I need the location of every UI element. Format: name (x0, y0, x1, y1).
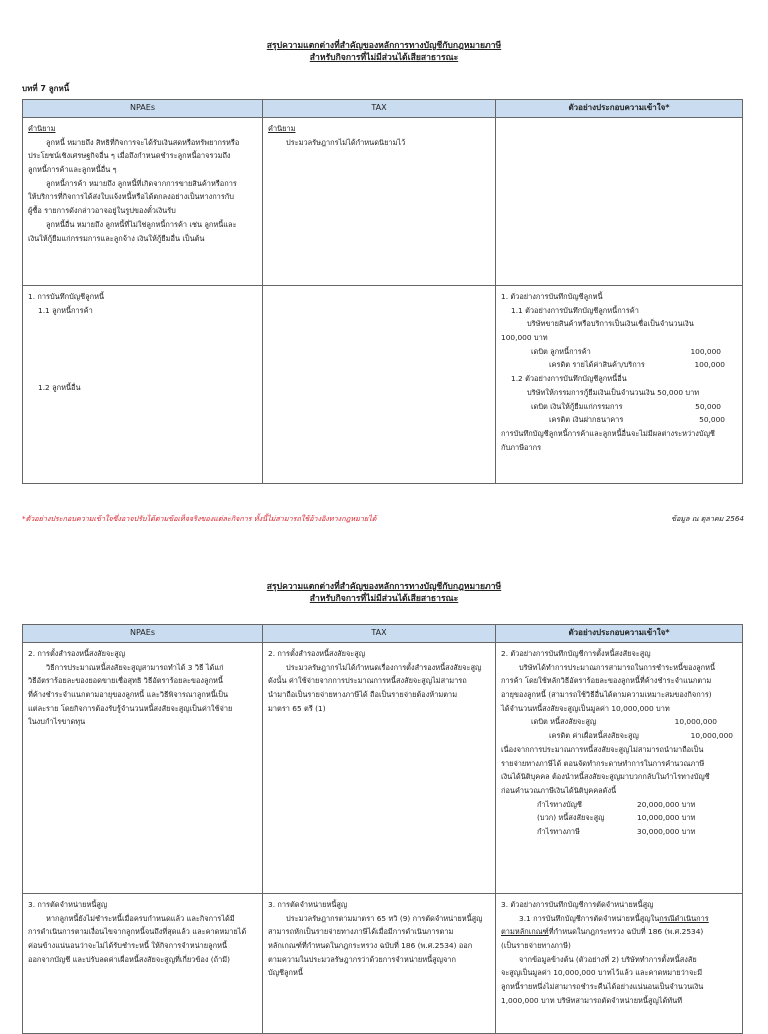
example-sub-prefix: 3.1 การบันทึกบัญชีการตัดจำหน่ายหนี้สูญใน (519, 913, 660, 923)
journal-credit-line (501, 358, 737, 372)
table-header-row (23, 100, 743, 118)
definition-line: ลูกหนี้อื่น หมายถึง ลูกหนี้ที่ไม่ใช่ลูกหนี้การค้า เช่น ลูกหนี้และ (46, 219, 237, 229)
example-sub-underline: ตามหลักเกณฑ์ (501, 927, 549, 937)
cell-example-writeoff (496, 894, 743, 1034)
journal-credit-line (501, 729, 737, 743)
journal-label: เครดิต ค่าเผื่อหนี้สงสัยจะสูญ (549, 731, 639, 741)
definition-line: ผู้ซื้อ รายการดังกล่าวอาจอยู่ในรูปของตั๋วเงินรับ (28, 206, 176, 216)
cell-npaes-recording (23, 286, 263, 484)
example-text: บริษัทให้กรรมการกู้ยืมเงินเป็นจำนวนเงิน 50,000 บาท (527, 387, 700, 397)
cell-npaes-allowance (23, 643, 263, 894)
cell-tax-definition (263, 118, 496, 286)
journal-debit-line (501, 715, 737, 729)
cell-tax-allowance (263, 643, 496, 894)
definition-line: ให้บริการที่กิจการได้ส่งใบแจ้งหนี้หรือได้ตกลงอย่างเป็นทางการกับ (28, 192, 234, 202)
definition-line: ประโยชน์เชิงเศรษฐกิจอื่น ๆ เมื่อถึงกำหนดชำระลูกหนี้อาจรวมถึง (28, 151, 231, 161)
tax-writeoff-line: บัญชีลูกหนี้ (268, 968, 303, 978)
example-line: การค้า โดยใช้หลักวิธีอัตราร้อยละของลูกหนี้ที่ค้างชำระจำแนกตาม (501, 676, 712, 686)
example-line: บริษัทได้ทำการประมาณการสามารถในการชำระหนี้ของลูกหนี้ (519, 662, 716, 672)
journal-amount: 100,000 (694, 360, 725, 370)
journal-amount: 50,000 (699, 415, 725, 425)
calc-label: กำไรทางบัญชี (537, 799, 582, 809)
journal-amount: 10,000,000 (690, 731, 733, 741)
table-row-definition (23, 118, 743, 286)
tax-allowance-line: ประมวลรัษฎากรไม่ได้กำหนดเรื่องการตั้งสำรองหนี้สงสัยจะสูญ (286, 662, 482, 672)
recording-title: 1. การบันทึกบัญชีลูกหนี้ (28, 292, 105, 301)
definition-line: ลูกหนี้ หมายถึง สิทธิที่กิจการจะได้รับเงินสดหรือทรัพยากรหรือ (46, 137, 240, 147)
writeoff-line: การดำเนินการตามเงื่อนไขจากลูกหนี้จนถึงที่สุดแล้ว และคาดหมายได้ (28, 927, 247, 937)
tax-allowance-line: นำมาถือเป็นรายจ่ายทางภาษีได้ ถือเป็นรายจ่ายต้องห้ามตาม (268, 690, 458, 700)
example-text: บริษัทขายสินค้าหรือบริการเป็นเงินเชื่อเป็นจำนวนเงิน (527, 319, 694, 329)
footer-date: ข้อมูล ณ ตุลาคม 2564 (671, 514, 744, 523)
journal-label: เดบิต ลูกหนี้การค้า (531, 346, 591, 356)
journal-amount: 100,000 (690, 346, 721, 356)
table-row-allowance (23, 643, 743, 894)
calc-row (501, 811, 737, 825)
writeoff-line: หากลูกหนี้ยังไม่ชำระหนี้เมื่อครบกำหนดแล้ว และกิจการได้มี (46, 913, 235, 923)
header-tax: TAX (263, 625, 496, 643)
calc-label: กำไรทางภาษี (537, 826, 580, 836)
comparison-table-2 (22, 624, 743, 1034)
example-sub-other: 1.2 ตัวอย่างการบันทึกบัญชีลูกหนี้อื่น (511, 374, 627, 384)
page-title (0, 40, 768, 65)
example-line: อายุของลูกหนี้ (สามารถใช้วิธีอื่นได้ตามความเหมาะสมของกิจการ) (501, 690, 712, 700)
example-line: รายจ่ายทางภาษีได้ ตอนจัดทำกระดาษทำการในการคำนวณภาษี (501, 758, 705, 768)
example-sub-trade: 1.1 ตัวอย่างการบันทึกบัญชีลูกหนี้การค้า (511, 305, 639, 315)
example-line: (เป็นรายจ่ายทางภาษี) (501, 941, 571, 951)
example-writeoff-title: 3. ตัวอย่างการบันทึกบัญชีการตัดจำหน่ายหนี้สูญ (501, 900, 654, 909)
example-text: 100,000 บาท (501, 333, 548, 343)
example-sub-rest: ที่กำหนดในกฎกระทรวง ฉบับที่ 186 (พ.ศ.2534) (548, 927, 704, 937)
calc-value: 10,000,000 บาท (637, 813, 696, 823)
title-line-1: สรุปความแตกต่างที่สำคัญของหลักการทางบัญชีกับกฎหมายภาษี (266, 582, 502, 592)
journal-label: เครดิต เงินฝากธนาคาร (549, 415, 624, 425)
header-example: ตัวอย่างประกอบความเข้าใจ* (496, 625, 743, 643)
cell-tax-writeoff (263, 894, 496, 1034)
recording-sub-other: 1.2 ลูกหนี้อื่น (38, 383, 81, 393)
tax-allowance-title: 2. การตั้งสำรองหนี้สงสัยจะสูญ (268, 649, 366, 658)
page-title-2 (0, 581, 768, 606)
calc-row (501, 825, 737, 839)
definition-line: ลูกหนี้การค้าและลูกหนี้อื่น ๆ (28, 165, 117, 175)
example-line: จะสูญเป็นมูลค่า 10,000,000 บาทไว้แล้ว และคาดหมายว่าจะมี (501, 968, 703, 978)
tax-writeoff-line: หลักเกณฑ์ที่กำหนดในกฎกระทรวง ฉบับที่ 186 (พ.ศ.2534) ออก (268, 941, 473, 951)
header-tax: TAX (263, 100, 496, 118)
title-line-2: สำหรับกิจการที่ไม่มีส่วนได้เสียสาธารณะ (309, 53, 459, 64)
title-line-2: สำหรับกิจการที่ไม่มีส่วนได้เสียสาธารณะ (309, 594, 459, 605)
journal-debit-line (501, 345, 737, 359)
table-header-row (23, 625, 743, 643)
example-line: เงินได้นิติบุคคล ต้องนำหนี้สงสัยจะสูญมาบวกกลับในกำไรทางบัญชี (501, 772, 710, 782)
writeoff-line: ค่อนข้างแน่นอนว่าจะไม่ได้รับชำระหนี้ ให้กิจการจำหน่ายลูกหนี้ (28, 941, 228, 951)
journal-label: เดบิต หนี้สงสัยจะสูญ (531, 717, 597, 727)
footer-disclaimer: *ตัวอย่างประกอบความเข้าใจซึ่งอาจปรับได้ตามข้อเท็จจริงของแต่ละกิจการ ทั้งนี้ไม่สามารถใช้อ้างอิงทางกฎหมายได้ (22, 514, 377, 523)
writeoff-line: ออกจากบัญชี และปรับลดค่าเผื่อหนี้สงสัยจะสูญที่เกี่ยวข้อง (ถ้ามี) (28, 954, 231, 964)
journal-amount: 10,000,000 (674, 717, 717, 727)
journal-debit-line (501, 400, 737, 414)
example-line: ก่อนคำนวณภาษีเงินได้นิติบุคคลดังนี้ (501, 785, 617, 795)
table-row-writeoff (23, 894, 743, 1034)
example-note: กับภาษีอากร (501, 442, 542, 452)
example-writeoff-sub (501, 912, 737, 926)
tax-writeoff-title: 3. การตัดจำหน่ายหนี้สูญ (268, 900, 348, 909)
header-npaes: NPAEs (23, 625, 263, 643)
tax-allowance-line: ดังนั้น ค่าใช้จ่ายจากการประมาณการหนี้สงสัยจะสูญไม่สามารถ (268, 676, 467, 686)
calc-value: 20,000,000 บาท (637, 799, 696, 809)
cell-example-allowance (496, 643, 743, 894)
example-allowance-title: 2. ตัวอย่างการบันทึกบัญชีการตั้งหนี้สงสัยจะสูญ (501, 649, 651, 658)
tax-allowance-line: มาตรา 65 ตรี (1) (268, 703, 326, 713)
header-npaes: NPAEs (23, 100, 263, 118)
allowance-line: ที่ค้างชำระจำแนกตามอายุของลูกหนี้ และวิธีพิจารณาลูกหนี้เป็น (28, 690, 229, 700)
cell-example-definition (496, 118, 743, 286)
journal-label: เดบิต เงินให้กู้ยืมแก่กรรมการ (531, 401, 623, 411)
example-line: ลูกหนี้รายหนึ่งไม่สามารถชำระคืนได้อย่างแน่นอนเป็นจำนวนเงิน (501, 982, 704, 992)
example-line: 1,000,000 บาท บริษัทสามารถตัดจำหน่ายหนี้สูญได้ทันที (501, 995, 683, 1005)
comparison-table-1 (22, 99, 743, 484)
chapter-heading: บทที่ 7 ลูกหนี้ (22, 84, 70, 93)
table-row-recording (23, 286, 743, 484)
journal-credit-line (501, 413, 737, 427)
calc-value: 30,000,000 บาท (637, 826, 696, 836)
allowance-line: ในงบกำไรขาดทุน (28, 717, 86, 727)
example-writeoff-sub-cont (501, 925, 737, 939)
writeoff-title: 3. การตัดจำหน่ายหนี้สูญ (28, 900, 108, 909)
allowance-line: แต่ละราย โดยกิจการต้องรับรู้จำนวนหนี้สงสัยจะสูญเป็นค่าใช้จ่าย (28, 703, 233, 713)
cell-npaes-writeoff (23, 894, 263, 1034)
tax-writeoff-line: ประมวลรัษฎากรตามมาตรา 65 ทวิ (9) การตัดจำหน่ายหนี้สูญ (286, 913, 483, 923)
example-line: เนื่องจากการประมาณการหนี้สงสัยจะสูญไม่สามารถนำมาถือเป็น (501, 744, 704, 754)
example-line: จากข้อมูลข้างต้น (ตัวอย่างที่ 2) บริษัททำการตั้งหนี้สงสัย (519, 954, 697, 964)
calc-row (501, 798, 737, 812)
definition-line: ลูกหนี้การค้า หมายถึง ลูกหนี้ที่เกิดจากการขายสินค้าหรือการ (46, 178, 237, 188)
allowance-line: วิธีการประมาณหนี้สงสัยจะสูญสามารถทำได้ 3 วิธี ได้แก่ (46, 662, 224, 672)
tax-definition-text: ประมวลรัษฎากรไม่ได้กำหนดนิยามไว้ (286, 137, 406, 147)
example-sub-underline: กรณีดำเนินการ (659, 913, 709, 923)
example-title: 1. ตัวอย่างการบันทึกบัญชีลูกหนี้ (501, 292, 603, 301)
calc-label: (บวก) หนี้สงสัยจะสูญ (537, 813, 605, 823)
cell-npaes-definition (23, 118, 263, 286)
example-line: ได้จำนวนหนี้สงสัยจะสูญเป็นมูลค่า 10,000,000 บาท (501, 703, 670, 713)
definition-line: เงินให้กู้ยืมแก่กรรมการและลูกจ้าง เงินให้กู้ยืมอื่น เป็นต้น (28, 233, 205, 243)
journal-amount: 50,000 (695, 401, 721, 411)
definition-heading: คำนิยาม (28, 124, 56, 133)
allowance-line: วิธีอัตราร้อยละของยอดขายเชื่อสุทธิ วิธีอัตราร้อยละของลูกหนี้ (28, 676, 223, 686)
title-line-1: สรุปความแตกต่างที่สำคัญของหลักการทางบัญชีกับกฎหมายภาษี (266, 41, 502, 51)
header-example: ตัวอย่างประกอบความเข้าใจ* (496, 100, 743, 118)
journal-label: เครดิต รายได้ค่าสินค้า/บริการ (549, 360, 645, 370)
tax-writeoff-line: สามารถหักเป็นรายจ่ายทางภาษีได้เมื่อมีการดำเนินการตาม (268, 927, 454, 937)
tax-writeoff-line: ตามความในประมวลรัษฎากรว่าด้วยการจำหน่ายหนี้สูญจาก (268, 954, 456, 964)
recording-sub-trade: 1.1 ลูกหนี้การค้า (38, 305, 93, 315)
example-note: การบันทึกบัญชีลูกหนี้การค้าและลูกหนี้อื่นจะไม่มีผลต่างระหว่างบัญชี (501, 428, 715, 438)
cell-tax-recording (263, 286, 496, 484)
allowance-title: 2. การตั้งสำรองหนี้สงสัยจะสูญ (28, 649, 126, 658)
tax-definition-heading: คำนิยาม (268, 124, 296, 133)
cell-example-recording (496, 286, 743, 484)
